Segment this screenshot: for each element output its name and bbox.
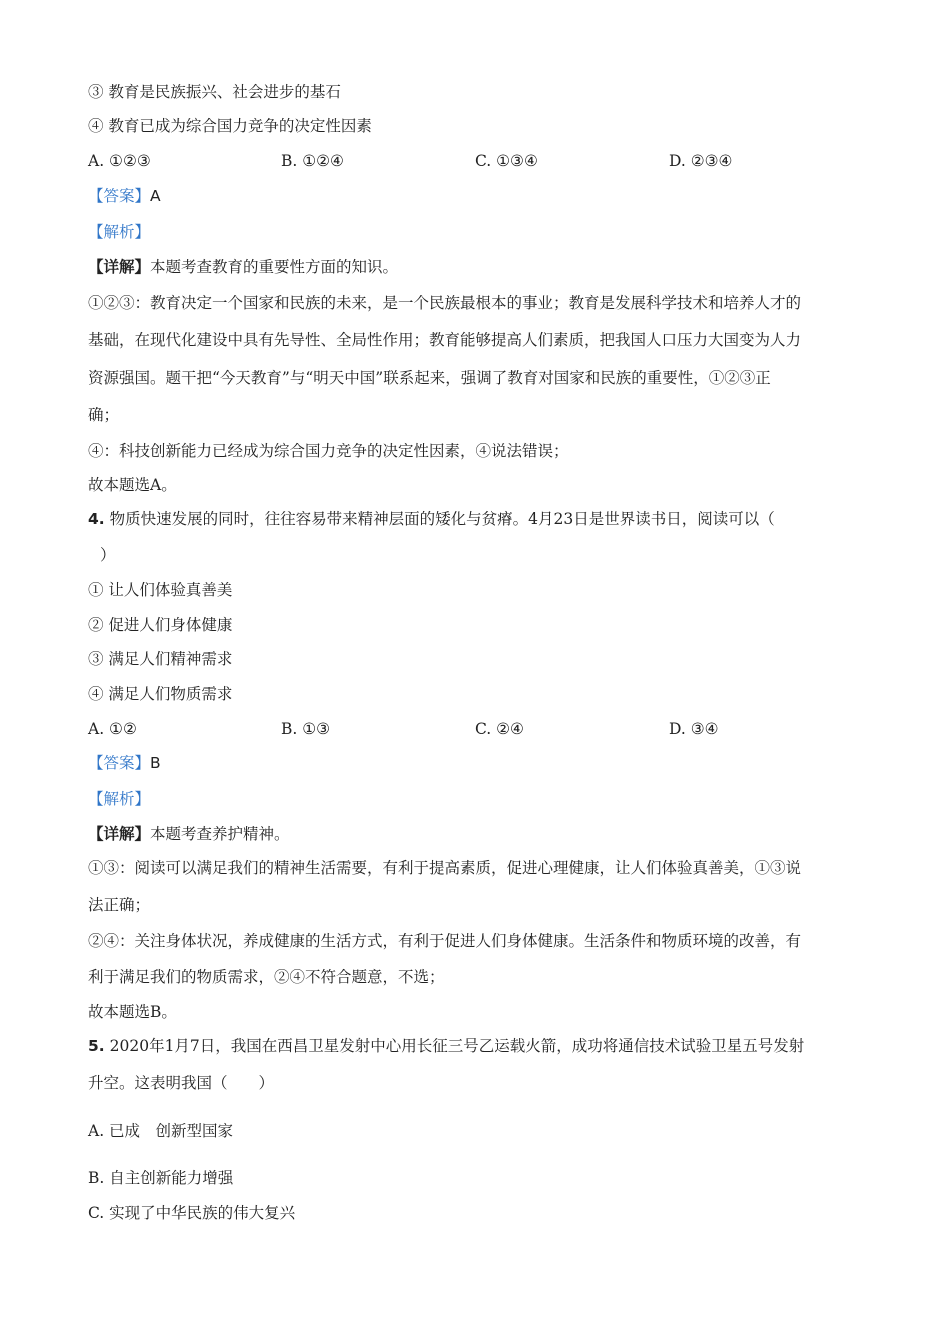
q4-explain-line-1: ①③：阅读可以满足我们的精神生活需要，有利于提高素质，促进心理健康，让人们体验真善美，①③说 (88, 859, 802, 877)
q4-explain-line-5: 故本题选B。 (88, 1003, 177, 1021)
q3-explain-line-5: ④：科技创新能力已经成为综合国力竞争的决定性因素，④说法错误； (88, 442, 569, 460)
q3-answer-value: A (150, 187, 161, 205)
q4-explain-line-4: 利于满足我们的物质需求，②④不符合题意，不选； (88, 968, 445, 986)
q5-option-b: B. 自主创新能力增强 (88, 1169, 234, 1187)
q3-detail-line (88, 257, 398, 277)
q3-answer-tag: 【答案】 (88, 187, 151, 205)
q4-stem-text: 物质快速发展的同时，往往容易带来精神层面的矮化与贫瘠。4月23日是世界读书日，阅读可以（ (109, 510, 775, 528)
q4-detail-text: 本题考查养护精神。 (150, 825, 290, 843)
q3-explain-line-6: 故本题选A。 (88, 476, 177, 494)
q4-answer-line (88, 753, 161, 773)
q5-stem-text: 2020年1月7日，我国在西昌卫星发射中心用长征三号乙运载火箭，成功将通信技术试验卫星五号发射 (109, 1037, 805, 1055)
q4-item-3: ③ 满足人们精神需求 (88, 650, 233, 668)
q3-option-d: D. ②③④ (669, 152, 733, 170)
q4-explain-line-2: 法正确； (88, 896, 151, 914)
q4-analysis-line (88, 789, 150, 809)
q3-explain-line-4: 确； (88, 406, 120, 424)
q4-option-a: A. ①② (88, 720, 137, 738)
q4-detail-line (88, 824, 290, 844)
q3-option-a: A. ①②③ (88, 152, 151, 170)
q4-stem-line-2: ） (100, 546, 116, 564)
q3-explain-line-3: 资源强国。题干把“今天教育”与“明天中国”联系起来，强调了教育对国家和民族的重要性，①②③正 (88, 369, 771, 387)
q3-item-4: ④ 教育已成为综合国力竞争的决定性因素 (88, 117, 372, 135)
q4-detail-tag: 【详解】 (88, 824, 151, 843)
q4-option-d: D. ③④ (669, 720, 719, 738)
q4-item-2: ② 促进人们身体健康 (88, 616, 233, 634)
q4-number: 4. (88, 510, 105, 528)
q4-answer-value: B (150, 754, 161, 772)
q3-answer-line (88, 186, 161, 206)
q4-option-c: C. ②④ (475, 720, 524, 738)
q4-explain-line-3: ②④：关注身体状况，养成健康的生活方式，有利于促进人们身体健康。生活条件和物质环境的改善，有 (88, 932, 802, 950)
q3-analysis-line (88, 222, 150, 242)
q3-explain-line-1: ①②③：教育决定一个国家和民族的未来，是一个民族最根本的事业；教育是发展科学技术和培养人才的 (88, 294, 802, 312)
q4-item-1: ① 让人们体验真善美 (88, 581, 233, 599)
q3-detail-tag: 【详解】 (88, 257, 151, 276)
q4-item-4: ④ 满足人们物质需求 (88, 685, 233, 703)
q5-stem-line-1 (88, 1036, 804, 1056)
q5-option-c: C. 实现了中华民族的伟大复兴 (88, 1204, 296, 1222)
q5-option-a: A. 已成 创新型国家 (88, 1122, 234, 1140)
q5-stem-line-2: 升空。这表明我国（ ） (88, 1074, 275, 1092)
q4-option-b: B. ①③ (281, 720, 331, 738)
q4-analysis-tag: 【解析】 (88, 790, 151, 808)
q3-explain-line-2: 基础，在现代化建设中具有先导性、全局性作用；教育能够提高人们素质，把我国人口压力大国变为人力 (88, 331, 802, 349)
q3-option-b: B. ①②④ (281, 152, 344, 170)
q4-answer-tag: 【答案】 (88, 754, 151, 772)
q5-number: 5. (88, 1037, 105, 1055)
q3-detail-text: 本题考查教育的重要性方面的知识。 (150, 258, 399, 276)
q4-stem-line-1 (88, 509, 775, 529)
q3-item-3: ③ 教育是民族振兴、社会进步的基石 (88, 83, 341, 101)
q3-option-c: C. ①③④ (475, 152, 538, 170)
q3-analysis-tag: 【解析】 (88, 223, 151, 241)
